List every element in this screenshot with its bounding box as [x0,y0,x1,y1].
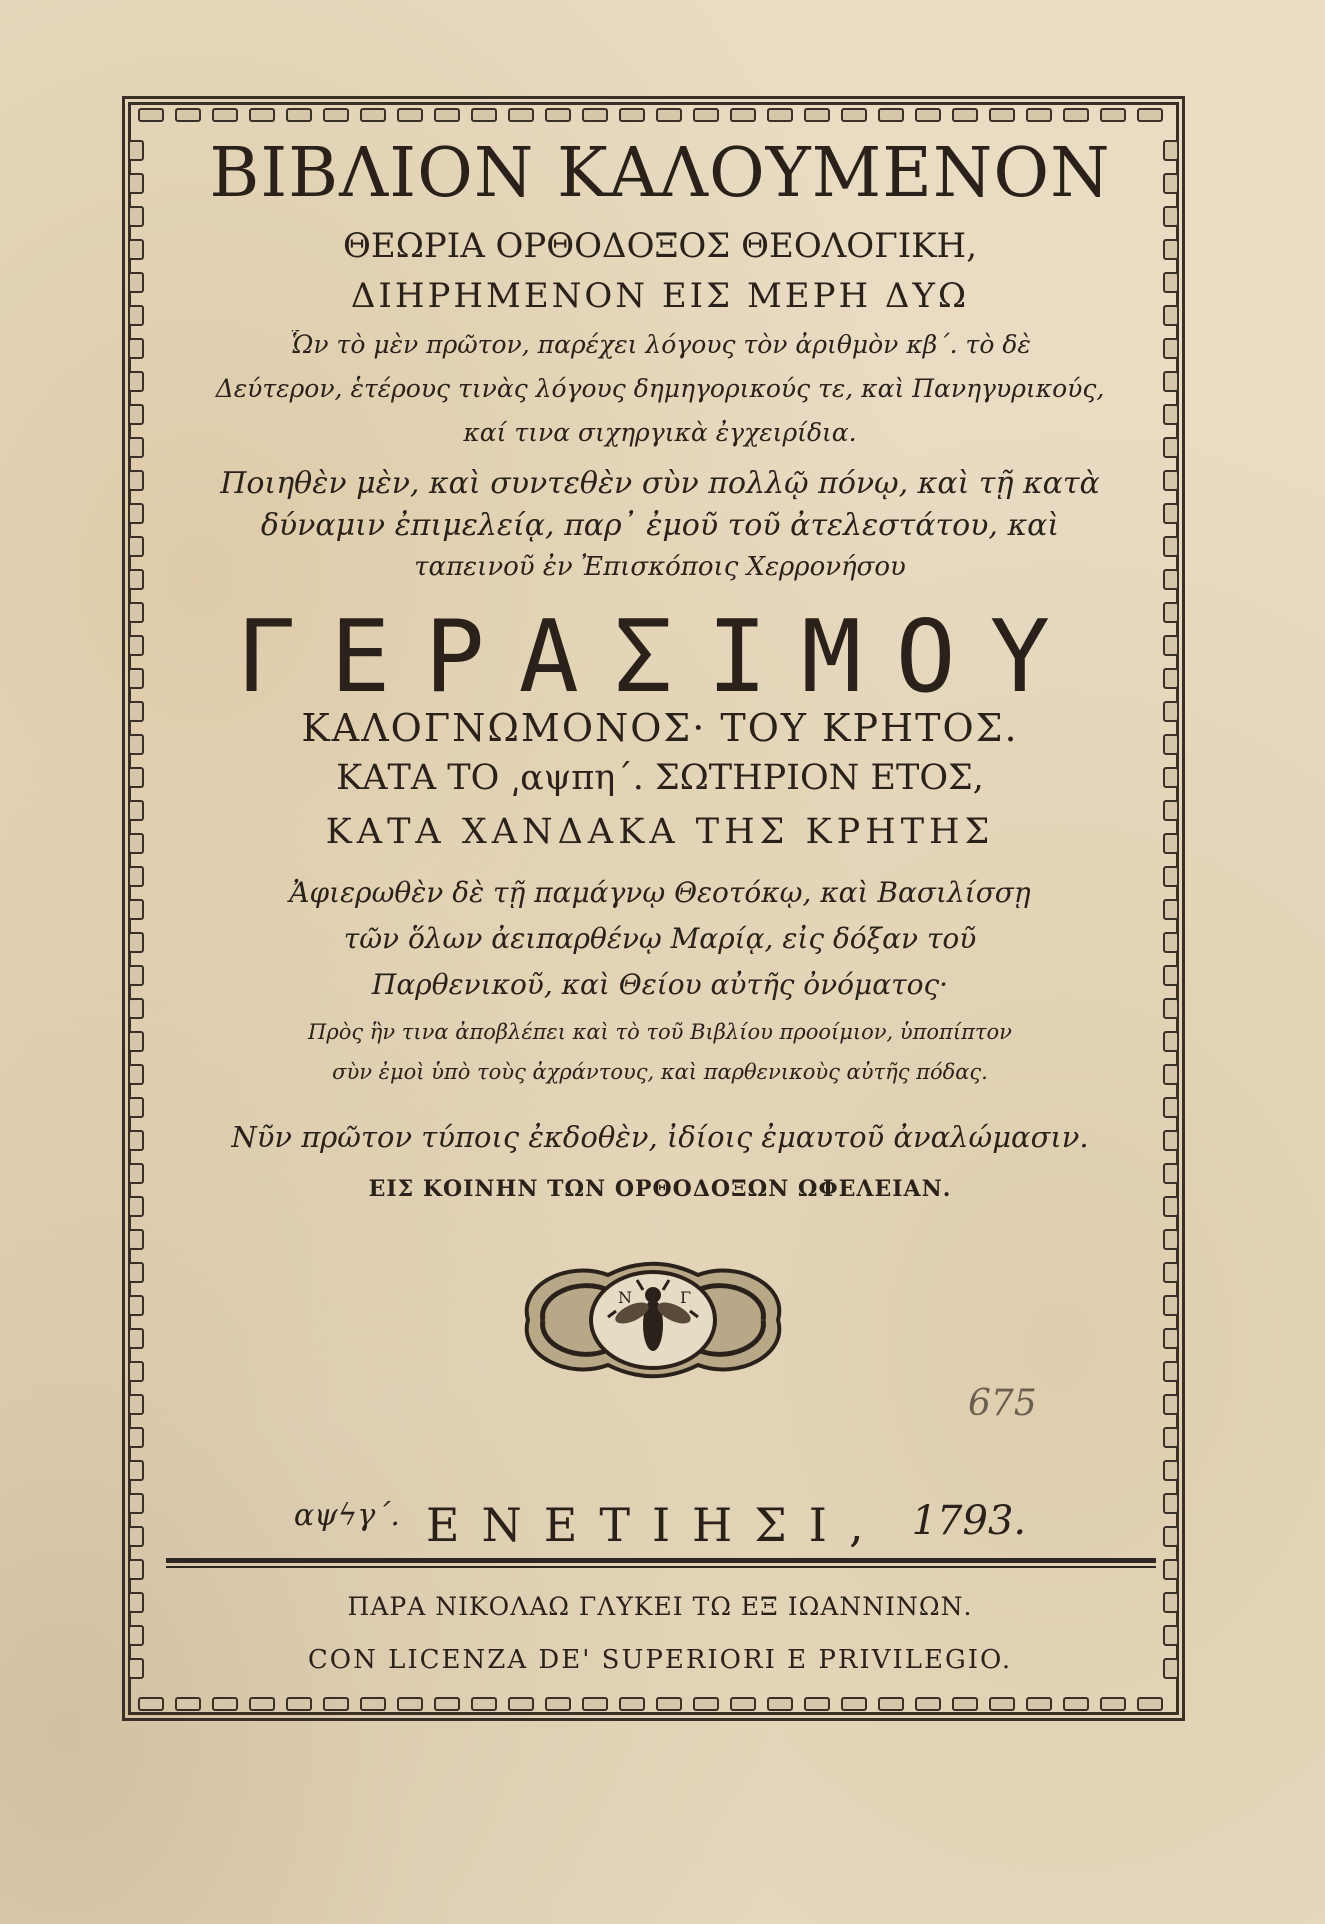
chain-link [693,1697,719,1711]
chain-link [545,108,571,122]
chain-link [1163,1592,1179,1613]
imprint-year: 1793. [911,1498,1027,1544]
chain-link [619,1697,645,1711]
chain-link [1163,569,1179,590]
chain-link [1026,1697,1052,1711]
chain-link [582,108,608,122]
chain-link [508,1697,534,1711]
chain-link [128,1592,144,1613]
chain-link [1163,437,1179,458]
chain-link [128,1625,144,1646]
chain-link [1163,767,1179,788]
chain-link [841,1697,867,1711]
chain-link [128,569,144,590]
imprint-greek-year: αψϟγ΄. [293,1498,400,1533]
chain-link [128,272,144,293]
chain-link [545,1697,571,1711]
chain-link [730,1697,756,1711]
chain-link [128,932,144,953]
chain-link [1063,108,1089,122]
chain-link [128,635,144,656]
chain-link [1163,1658,1179,1679]
chain-link [128,404,144,425]
division-line: ΔΙΗΡΗΜΕΝΟΝ ΕΙΣ ΜΕΡΗ ΔΥΩ [350,276,970,316]
chain-link [1163,932,1179,953]
chain-link [128,866,144,887]
printer-line: ΠΑΡΑ ΝΙΚΟΛΑΩ ΓΛΥΚΕΙ ΤΩ ΕΞ ΙΩΑΝΝΙΝΩΝ. [347,1592,973,1621]
chain-link [1163,140,1179,161]
chain-link [952,1697,978,1711]
chain-link [1163,1493,1179,1514]
chain-link [1163,1328,1179,1349]
book-title: ΒΙΒΛΙΟΝ ΚΑΛΟΥΜΕΝΟΝ [209,134,1111,213]
chain-link [128,437,144,458]
chain-link [1063,1697,1089,1711]
chain-link [128,998,144,1019]
chain-link [360,1697,386,1711]
chain-link [1163,866,1179,887]
chain-link [693,108,719,122]
thick-rule [166,1558,1156,1563]
chain-link [128,1427,144,1448]
dedication-line: Παρθενικοῦ, καὶ Θείου αὐτῆς ὀνόματος· [371,968,949,1001]
chain-link [767,1697,793,1711]
chain-link [1137,108,1163,122]
chain-link [128,1493,144,1514]
author-surname: ΚΑΛΟΓΝΩΜΟΝΟΣ· ΤΟΥ ΚΡΗΤΟΣ. [301,706,1019,750]
chain-link [286,108,312,122]
chain-link [1163,239,1179,260]
chain-link [128,536,144,557]
chain-link [323,1697,349,1711]
chain-link [128,1526,144,1547]
chain-border-right [1163,140,1179,1679]
handwritten-shelf-mark: 675 [968,1383,1037,1424]
imprint-city: ΕΝΕΤΙΗΣΙ, [425,1498,886,1552]
chain-link [128,1295,144,1316]
chain-link [1100,1697,1126,1711]
chain-link [1163,1295,1179,1316]
description-line: καί τινα σιχηργικὰ ἐγχειρίδια. [463,418,857,447]
chain-link [1163,1031,1179,1052]
preface-line: σὺν ἐμοὶ ὑπὸ τοὺς ἀχράντους, καὶ παρθενικοὺς αὐτῆς πόδας. [332,1060,988,1084]
chain-link [128,239,144,260]
chain-link [212,1697,238,1711]
chain-link [175,108,201,122]
chain-link [915,108,941,122]
chain-link [128,1361,144,1382]
chain-link [1026,108,1052,122]
chain-link [128,1394,144,1415]
purpose-line: ΕΙΣ ΚΟΙΝΗΝ ΤΩΝ ΟΡΘΟΔΟΞΩΝ ΩΦΕΛΕΙΑΝ. [368,1176,952,1202]
chain-link [730,108,756,122]
chain-link [128,734,144,755]
chain-link [128,1130,144,1151]
license-line: CON LICENZA DE' SUPERIORI E PRIVILEGIO. [307,1645,1013,1675]
chain-link [915,1697,941,1711]
description-line: Ὧν τὸ μὲν πρῶτον, παρέχει λόγους τὸν ἀριθμὸν κβ΄. τὸ δὲ [289,330,1031,359]
date-line: ΚΑΤΑ ΤΟ ͵αψπη΄. ΣΩΤΗΡΙΟΝ ΕΤΟΣ, [336,758,984,798]
chain-border-bottom [138,1697,1163,1711]
chain-link [128,1460,144,1481]
chain-link [1163,1064,1179,1085]
chain-link [1163,602,1179,623]
chain-link [1163,899,1179,920]
chain-link [1163,1460,1179,1481]
authorship-line: ταπεινοῦ ἐν Ἐπισκόποις Χερρονήσου [414,552,906,582]
edition-line: Νῦν πρῶτον τύποις ἐκδοθὲν, ἰδίοις ἐμαυτοῦ ἀναλώμασιν. [231,1120,1089,1154]
chain-link [128,1658,144,1679]
chain-link [1163,1625,1179,1646]
chain-link [1163,1130,1179,1151]
chain-link [128,767,144,788]
chain-link [1137,1697,1163,1711]
chain-link [841,108,867,122]
chain-link [1163,701,1179,722]
chain-link [1163,503,1179,524]
chain-link [878,108,904,122]
chain-link [1163,404,1179,425]
chain-link [1163,1196,1179,1217]
chain-link [249,108,275,122]
chain-link [128,1262,144,1283]
description-line: Δεύτερον, ἑτέρους τινὰς λόγους δημηγορικούς τε, καὶ Πανηγυρικούς, [215,374,1105,403]
chain-link [138,108,164,122]
chain-link [128,668,144,689]
chain-link [128,701,144,722]
chain-link [1163,1097,1179,1118]
chain-link [1163,965,1179,986]
chain-link [1163,1229,1179,1250]
chain-link [128,899,144,920]
chain-link [1163,272,1179,293]
chain-link [323,108,349,122]
chain-link [128,965,144,986]
chain-link [128,800,144,821]
chain-link [128,1559,144,1580]
chain-link [1163,1427,1179,1448]
chain-link [1163,1559,1179,1580]
chain-link [1163,305,1179,326]
chain-link [128,140,144,161]
dedication-line: Ἀφιερωθὲν δὲ τῇ παμάγνῳ Θεοτόκῳ, καὶ Βασιλίσσῃ [289,876,1031,909]
chain-link [128,305,144,326]
printer-device-ornament [508,1255,798,1385]
chain-link [1163,1163,1179,1184]
book-subtitle: ΘΕΩΡΙΑ ΟΡΘΟΔΟΞΟΣ ΘΕΟΛΟΓΙΚΗ, [343,226,977,266]
chain-link [619,108,645,122]
chain-link [128,338,144,359]
chain-link [128,1031,144,1052]
chain-link [286,1697,312,1711]
preface-line: Πρὸς ἣν τινα ἀποβλέπει καὶ τὸ τοῦ Βιβλίου προοίμιον, ὑποπίπτον [308,1020,1012,1044]
chain-link [360,108,386,122]
chain-link [952,108,978,122]
chain-link [878,1697,904,1711]
chain-link [1163,998,1179,1019]
ornament-letter-right: Γ [680,1288,692,1307]
author-name: ΓΕΡΑΣΙΜΟΥ [236,598,1084,715]
dedication-line: τῶν ὅλων ἀειπαρθένῳ Μαρίᾳ, εἰς δόξαν τοῦ [343,922,977,955]
chain-link [1163,1526,1179,1547]
ornament-letter-left: Ν [618,1288,632,1307]
chain-link [128,206,144,227]
chain-link [128,1328,144,1349]
chain-link [1163,338,1179,359]
authorship-line: δύναμιν ἐπιμελείᾳ, παρ᾽ ἐμοῦ τοῦ ἀτελεστάτου, καὶ [260,508,1060,543]
chain-link [128,1064,144,1085]
chain-link [212,108,238,122]
chain-link [128,503,144,524]
chain-link [508,108,534,122]
place-line: ΚΑΤΑ ΧΑΝΔΑΚΑ ΤΗΣ ΚΡΗΤΗΣ [325,812,995,852]
chain-link [1163,1262,1179,1283]
chain-link [582,1697,608,1711]
chain-link [1163,1361,1179,1382]
chain-link [128,371,144,392]
chain-link [989,108,1015,122]
chain-link [128,173,144,194]
chain-link [1163,470,1179,491]
chain-link [397,1697,423,1711]
chain-border-left [128,140,144,1679]
chain-link [471,1697,497,1711]
chain-link [1163,833,1179,854]
chain-link [128,1097,144,1118]
chain-link [989,1697,1015,1711]
chain-link [434,108,460,122]
chain-link [1100,108,1126,122]
chain-link [1163,800,1179,821]
chain-link [656,108,682,122]
chain-link [397,108,423,122]
chain-link [138,1697,164,1711]
imprint-line [160,1498,1160,1552]
chain-link [1163,635,1179,656]
chain-link [128,470,144,491]
chain-link [1163,734,1179,755]
chain-link [656,1697,682,1711]
thin-rule [166,1566,1156,1568]
chain-link [249,1697,275,1711]
chain-link [1163,668,1179,689]
chain-link [128,602,144,623]
chain-link [128,1196,144,1217]
chain-link [1163,536,1179,557]
chain-link [1163,371,1179,392]
chain-link [767,108,793,122]
chain-border-top [138,108,1163,122]
chain-link [128,1163,144,1184]
chain-link [804,108,830,122]
chain-link [804,1697,830,1711]
chain-link [434,1697,460,1711]
chain-link [1163,173,1179,194]
chain-link [128,1229,144,1250]
chain-link [175,1697,201,1711]
chain-link [471,108,497,122]
chain-link [1163,1394,1179,1415]
authorship-line: Ποιηθὲν μὲν, καὶ συντεθὲν σὺν πολλῷ πόνῳ, καὶ τῇ κατὰ [220,466,1100,501]
chain-link [128,833,144,854]
chain-link [1163,206,1179,227]
